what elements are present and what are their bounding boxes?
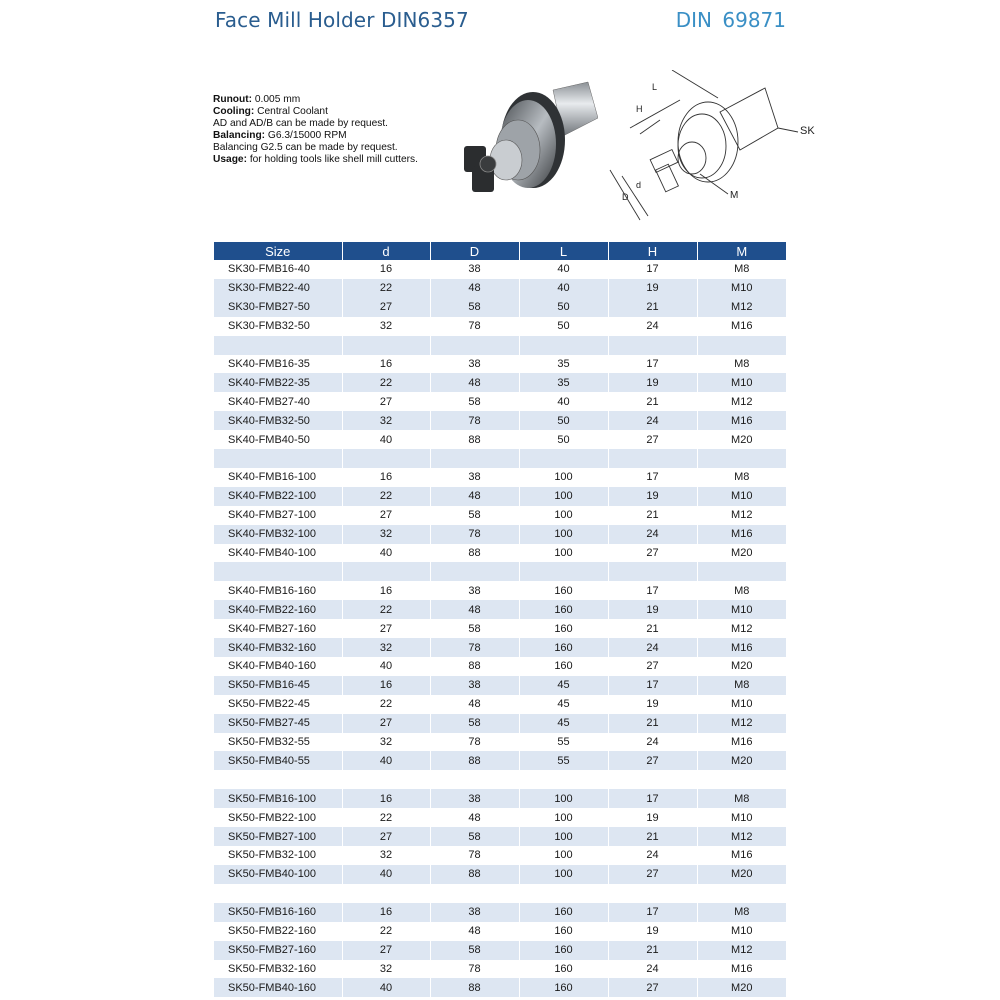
cell-H: 17: [608, 789, 697, 808]
table-row: [214, 487, 786, 506]
cell-d: 40: [342, 751, 430, 770]
table-row: [214, 260, 786, 279]
cell-M: M8: [697, 468, 786, 487]
table-body: [214, 260, 786, 997]
cell-size: SK40-FMB16-35: [214, 355, 342, 374]
cell-L: 100: [519, 506, 608, 525]
cell-M: M16: [697, 525, 786, 544]
cell-D: [430, 770, 519, 789]
cell-M: M12: [697, 941, 786, 960]
cell-H: 24: [608, 317, 697, 336]
col-header-H: H: [608, 242, 697, 260]
cell-L: 50: [519, 298, 608, 317]
cell-M: M8: [697, 581, 786, 600]
cell-M: M8: [697, 260, 786, 279]
cell-D: 88: [430, 751, 519, 770]
cell-L: 160: [519, 619, 608, 638]
cell-size: [214, 336, 342, 355]
cell-H: 21: [608, 827, 697, 846]
table-row: [214, 468, 786, 487]
cell-L: [519, 449, 608, 468]
cell-M: M8: [697, 355, 786, 374]
cell-H: 27: [608, 657, 697, 676]
table-row: [214, 941, 786, 960]
cell-L: 45: [519, 695, 608, 714]
cell-size: SK40-FMB27-100: [214, 506, 342, 525]
table-spacer-row: [214, 884, 786, 903]
cell-M: M8: [697, 903, 786, 922]
table-row: [214, 676, 786, 695]
cell-M: M16: [697, 317, 786, 336]
cell-H: 27: [608, 751, 697, 770]
cell-H: 19: [608, 808, 697, 827]
cell-size: SK50-FMB40-160: [214, 978, 342, 997]
cell-size: SK40-FMB16-100: [214, 468, 342, 487]
cell-L: 100: [519, 487, 608, 506]
table-row: [214, 373, 786, 392]
cell-D: [430, 336, 519, 355]
cell-d: [342, 770, 430, 789]
cell-M: M20: [697, 430, 786, 449]
cell-L: 55: [519, 751, 608, 770]
cell-d: 22: [342, 695, 430, 714]
cell-L: 100: [519, 468, 608, 487]
cell-size: SK30-FMB32-50: [214, 317, 342, 336]
cell-M: M10: [697, 808, 786, 827]
table-row: [214, 600, 786, 619]
cell-L: 40: [519, 279, 608, 298]
cell-D: 88: [430, 544, 519, 563]
standard-label: DIN 69871: [675, 8, 786, 32]
cell-size: SK40-FMB27-160: [214, 619, 342, 638]
cell-H: [608, 336, 697, 355]
spec-usage: Usage: for holding tools like shell mill cutters.: [213, 154, 418, 165]
cell-size: SK40-FMB40-100: [214, 544, 342, 563]
table-header-row: [214, 242, 786, 260]
cell-H: 21: [608, 392, 697, 411]
cell-d: 27: [342, 941, 430, 960]
cell-M: [697, 336, 786, 355]
cell-H: 17: [608, 676, 697, 695]
cell-D: 38: [430, 789, 519, 808]
cell-M: M8: [697, 676, 786, 695]
cell-M: M20: [697, 978, 786, 997]
cell-d: [342, 884, 430, 903]
cell-size: SK40-FMB40-50: [214, 430, 342, 449]
cell-M: M20: [697, 865, 786, 884]
cell-size: SK40-FMB32-100: [214, 525, 342, 544]
cell-D: 58: [430, 506, 519, 525]
spec-cooling: Cooling: Central Coolant: [213, 106, 328, 117]
cell-H: [608, 884, 697, 903]
cell-M: M12: [697, 298, 786, 317]
cell-d: 27: [342, 506, 430, 525]
cell-size: SK40-FMB32-160: [214, 638, 342, 657]
table-row: [214, 695, 786, 714]
cell-L: [519, 336, 608, 355]
table-row: [214, 789, 786, 808]
cell-M: M10: [697, 279, 786, 298]
cell-H: 17: [608, 903, 697, 922]
cell-H: 17: [608, 355, 697, 374]
cell-size: [214, 562, 342, 581]
spec-cooling-note: AD and AD/B can be made by request.: [213, 118, 388, 129]
cell-d: 16: [342, 468, 430, 487]
cell-H: 24: [608, 846, 697, 865]
col-header-M: M: [697, 242, 786, 260]
cell-M: M12: [697, 392, 786, 411]
cell-L: 50: [519, 317, 608, 336]
cell-M: M12: [697, 506, 786, 525]
cell-M: M16: [697, 638, 786, 657]
table-spacer-row: [214, 336, 786, 355]
cell-size: SK50-FMB27-160: [214, 941, 342, 960]
cell-L: 40: [519, 260, 608, 279]
cell-D: 48: [430, 373, 519, 392]
table-row: [214, 411, 786, 430]
cell-L: 50: [519, 411, 608, 430]
cell-L: 160: [519, 657, 608, 676]
cell-D: 38: [430, 581, 519, 600]
cell-size: SK30-FMB27-50: [214, 298, 342, 317]
cell-L: 160: [519, 600, 608, 619]
table-spacer-row: [214, 562, 786, 581]
table-row: [214, 846, 786, 865]
cell-M: M12: [697, 619, 786, 638]
table-row: [214, 317, 786, 336]
cell-M: M10: [697, 600, 786, 619]
cell-size: SK50-FMB16-100: [214, 789, 342, 808]
cell-size: SK50-FMB40-100: [214, 865, 342, 884]
cell-M: M10: [697, 373, 786, 392]
cell-size: SK50-FMB27-45: [214, 714, 342, 733]
cell-size: SK40-FMB32-50: [214, 411, 342, 430]
spec-balancing: Balancing: G6.3/15000 RPM: [213, 130, 347, 141]
cell-L: 160: [519, 978, 608, 997]
table-row: [214, 430, 786, 449]
cell-d: 40: [342, 865, 430, 884]
cell-M: M16: [697, 411, 786, 430]
cell-d: 40: [342, 544, 430, 563]
cell-D: 48: [430, 600, 519, 619]
cell-d: 27: [342, 619, 430, 638]
cell-L: 50: [519, 430, 608, 449]
table-row: [214, 298, 786, 317]
cell-H: 21: [608, 506, 697, 525]
table-row: [214, 960, 786, 979]
cell-M: M16: [697, 846, 786, 865]
cell-d: 27: [342, 714, 430, 733]
cell-size: SK50-FMB22-100: [214, 808, 342, 827]
table-row: [214, 751, 786, 770]
cell-size: SK50-FMB22-45: [214, 695, 342, 714]
cell-H: 27: [608, 865, 697, 884]
holder-drawing: [600, 70, 825, 230]
cell-H: 27: [608, 430, 697, 449]
cell-M: [697, 449, 786, 468]
cell-H: 24: [608, 638, 697, 657]
cell-H: 17: [608, 581, 697, 600]
cell-size: SK40-FMB40-160: [214, 657, 342, 676]
table-row: [214, 808, 786, 827]
dimensions-table: [214, 242, 786, 997]
cell-d: 32: [342, 411, 430, 430]
cell-d: 16: [342, 676, 430, 695]
cell-L: 160: [519, 941, 608, 960]
cell-d: 16: [342, 789, 430, 808]
cell-size: SK50-FMB27-100: [214, 827, 342, 846]
cell-M: M20: [697, 751, 786, 770]
table-spacer-row: [214, 449, 786, 468]
col-header-d: d: [342, 242, 430, 260]
cell-D: 88: [430, 657, 519, 676]
cell-size: SK50-FMB16-160: [214, 903, 342, 922]
cell-M: M16: [697, 733, 786, 752]
holder-photo: [458, 78, 598, 208]
cell-L: 100: [519, 846, 608, 865]
cell-D: 88: [430, 430, 519, 449]
cell-size: SK50-FMB40-55: [214, 751, 342, 770]
cell-H: 21: [608, 941, 697, 960]
label-M: M: [730, 190, 739, 201]
cell-H: 24: [608, 733, 697, 752]
table-row: [214, 978, 786, 997]
cell-D: 48: [430, 808, 519, 827]
cell-D: 38: [430, 468, 519, 487]
cell-M: M10: [697, 922, 786, 941]
cell-d: 32: [342, 733, 430, 752]
cell-L: 40: [519, 392, 608, 411]
cell-d: 16: [342, 355, 430, 374]
cell-size: SK40-FMB16-160: [214, 581, 342, 600]
cell-H: [608, 770, 697, 789]
table-row: [214, 619, 786, 638]
cell-H: 21: [608, 298, 697, 317]
cell-d: 22: [342, 279, 430, 298]
cell-H: 24: [608, 960, 697, 979]
cell-d: 16: [342, 903, 430, 922]
cell-H: [608, 562, 697, 581]
cell-D: 78: [430, 960, 519, 979]
cell-L: 100: [519, 808, 608, 827]
table-row: [214, 657, 786, 676]
cell-D: 78: [430, 846, 519, 865]
cell-H: 19: [608, 922, 697, 941]
cell-M: [697, 562, 786, 581]
spec-notes: [213, 94, 453, 166]
cell-M: M20: [697, 657, 786, 676]
table-row: [214, 581, 786, 600]
table-spacer-row: [214, 770, 786, 789]
label-d: d: [636, 180, 642, 190]
cell-d: 32: [342, 317, 430, 336]
cell-M: M12: [697, 714, 786, 733]
cell-d: 16: [342, 260, 430, 279]
cell-D: 88: [430, 865, 519, 884]
cell-size: SK50-FMB16-45: [214, 676, 342, 695]
col-header-L: L: [519, 242, 608, 260]
cell-H: 27: [608, 544, 697, 563]
cell-size: SK50-FMB22-160: [214, 922, 342, 941]
label-D: D: [622, 192, 629, 202]
spec-runout: Runout: 0.005 mm: [213, 94, 301, 105]
cell-M: M16: [697, 960, 786, 979]
cell-D: 58: [430, 619, 519, 638]
cell-L: 100: [519, 525, 608, 544]
cell-D: [430, 562, 519, 581]
cell-H: 17: [608, 468, 697, 487]
cell-d: 40: [342, 978, 430, 997]
cell-size: [214, 770, 342, 789]
cell-L: 55: [519, 733, 608, 752]
cell-L: 160: [519, 922, 608, 941]
cell-H: 21: [608, 619, 697, 638]
cell-H: 21: [608, 714, 697, 733]
cell-L: 160: [519, 581, 608, 600]
cell-H: 19: [608, 373, 697, 392]
label-L: L: [652, 82, 658, 92]
cell-M: M20: [697, 544, 786, 563]
label-SK: SK: [800, 125, 815, 137]
cell-size: SK50-FMB32-55: [214, 733, 342, 752]
cell-d: [342, 449, 430, 468]
cell-d: 32: [342, 846, 430, 865]
cell-H: 19: [608, 279, 697, 298]
table-row: [214, 355, 786, 374]
cell-D: 78: [430, 638, 519, 657]
cell-L: 100: [519, 789, 608, 808]
table-row: [214, 506, 786, 525]
cell-D: 78: [430, 525, 519, 544]
cell-d: 32: [342, 638, 430, 657]
cell-d: 22: [342, 373, 430, 392]
cell-size: SK40-FMB22-100: [214, 487, 342, 506]
cell-D: 48: [430, 695, 519, 714]
cell-d: [342, 336, 430, 355]
cell-size: [214, 884, 342, 903]
page-title: Face Mill Holder DIN6357: [215, 8, 469, 32]
cell-H: 19: [608, 695, 697, 714]
table-row: [214, 638, 786, 657]
cell-d: 22: [342, 600, 430, 619]
table-row: [214, 714, 786, 733]
table-row: [214, 392, 786, 411]
cell-size: SK50-FMB32-160: [214, 960, 342, 979]
cell-d: 27: [342, 392, 430, 411]
cell-d: 22: [342, 922, 430, 941]
cell-L: [519, 884, 608, 903]
cell-L: 100: [519, 865, 608, 884]
table-row: [214, 827, 786, 846]
cell-L: [519, 562, 608, 581]
cell-D: 38: [430, 260, 519, 279]
cell-H: 17: [608, 260, 697, 279]
cell-L: 160: [519, 638, 608, 657]
cell-d: 32: [342, 960, 430, 979]
cell-M: [697, 884, 786, 903]
table-row: [214, 865, 786, 884]
cell-L: 45: [519, 676, 608, 695]
col-header-size: Size: [214, 242, 342, 260]
cell-size: SK40-FMB22-160: [214, 600, 342, 619]
cell-D: 38: [430, 676, 519, 695]
cell-size: SK50-FMB32-100: [214, 846, 342, 865]
cell-D: 58: [430, 298, 519, 317]
table-row: [214, 544, 786, 563]
cell-D: 48: [430, 279, 519, 298]
cell-D: 58: [430, 827, 519, 846]
cell-size: SK30-FMB22-40: [214, 279, 342, 298]
cell-M: M10: [697, 487, 786, 506]
cell-D: 38: [430, 355, 519, 374]
cell-d: 27: [342, 827, 430, 846]
cell-d: 22: [342, 808, 430, 827]
table-row: [214, 733, 786, 752]
cell-H: 19: [608, 487, 697, 506]
cell-d: 22: [342, 487, 430, 506]
table-row: [214, 903, 786, 922]
cell-size: SK40-FMB27-40: [214, 392, 342, 411]
col-header-D: D: [430, 242, 519, 260]
cell-d: 40: [342, 657, 430, 676]
cell-L: 160: [519, 960, 608, 979]
cell-D: 48: [430, 487, 519, 506]
cell-size: SK40-FMB22-35: [214, 373, 342, 392]
table-row: [214, 525, 786, 544]
cell-D: 78: [430, 733, 519, 752]
cell-size: [214, 449, 342, 468]
cell-d: 16: [342, 581, 430, 600]
cell-d: [342, 562, 430, 581]
cell-D: 48: [430, 922, 519, 941]
cell-L: [519, 770, 608, 789]
cell-L: 35: [519, 373, 608, 392]
cell-D: 78: [430, 411, 519, 430]
cell-M: [697, 770, 786, 789]
cell-H: 19: [608, 600, 697, 619]
cell-H: 24: [608, 525, 697, 544]
cell-H: 24: [608, 411, 697, 430]
cell-L: 35: [519, 355, 608, 374]
cell-D: 38: [430, 903, 519, 922]
cell-D: 58: [430, 392, 519, 411]
cell-D: 58: [430, 941, 519, 960]
cell-L: 100: [519, 544, 608, 563]
cell-L: 100: [519, 827, 608, 846]
cell-H: 27: [608, 978, 697, 997]
cell-L: 45: [519, 714, 608, 733]
cell-D: 88: [430, 978, 519, 997]
table-row: [214, 279, 786, 298]
cell-H: [608, 449, 697, 468]
cell-D: 78: [430, 317, 519, 336]
cell-d: 32: [342, 525, 430, 544]
cell-D: 58: [430, 714, 519, 733]
cell-D: [430, 449, 519, 468]
cell-M: M12: [697, 827, 786, 846]
cell-size: SK30-FMB16-40: [214, 260, 342, 279]
cell-d: 27: [342, 298, 430, 317]
spec-balancing-note: Balancing G2.5 can be made by request.: [213, 142, 398, 153]
cell-d: 40: [342, 430, 430, 449]
cell-M: M10: [697, 695, 786, 714]
cell-D: [430, 884, 519, 903]
cell-M: M8: [697, 789, 786, 808]
table-row: [214, 922, 786, 941]
label-H: H: [636, 104, 643, 114]
cell-L: 160: [519, 903, 608, 922]
